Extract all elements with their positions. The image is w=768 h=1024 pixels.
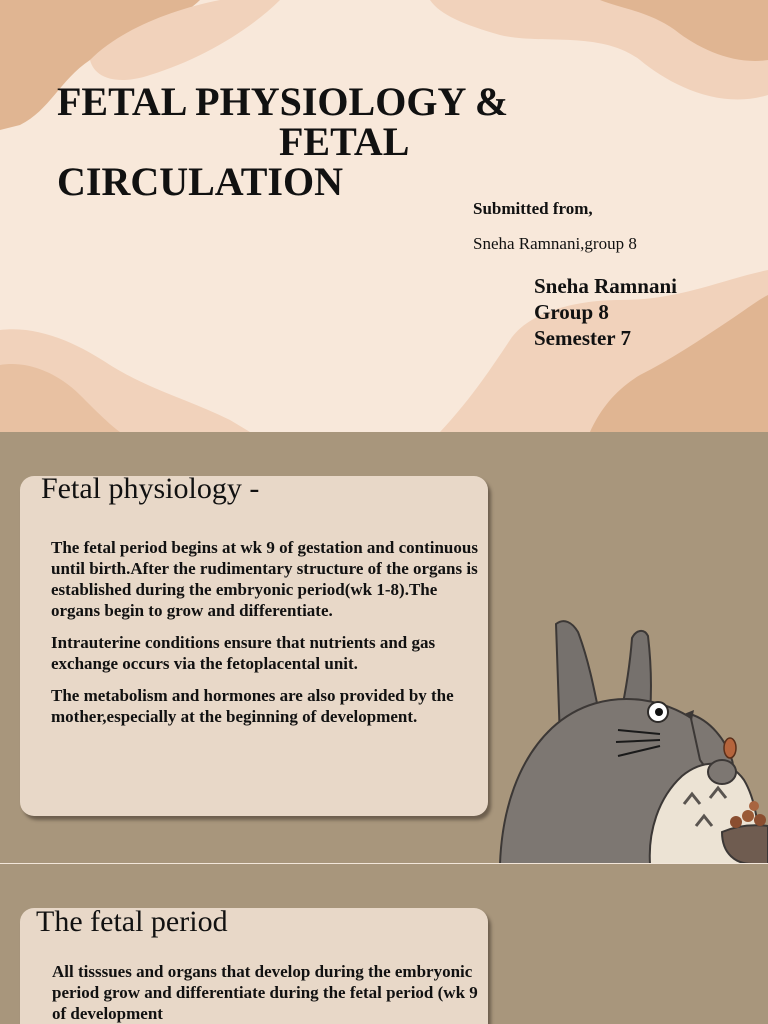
pupil <box>655 708 663 716</box>
title-line-1: FETAL PHYSIOLOGY & <box>57 79 509 124</box>
slide-title <box>57 79 577 204</box>
card-body <box>51 537 481 738</box>
acorn <box>754 814 766 826</box>
author-group: Group 8 <box>534 300 609 324</box>
paragraph: Intrauterine conditions ensure that nutrients and gas exchange occurs via the fetoplacental unit. <box>51 633 436 673</box>
acorn <box>730 816 742 828</box>
content-card <box>20 905 488 1024</box>
content-card <box>20 472 488 816</box>
acorn <box>749 801 759 811</box>
author-info <box>534 273 677 351</box>
card-body <box>52 961 482 1024</box>
paragraph: The metabolism and hormones are also provided by the mother,especially at the beginning of development. <box>51 686 454 726</box>
submitted-name: Sneha Ramnani,group 8 <box>473 234 637 253</box>
paragraph: All tisssues and organs that develop during the embryonic period grow and differentiate during the fetal period (wk 9 of development <box>52 962 478 1023</box>
fetal-period-slide <box>0 864 768 1024</box>
fetal-physiology-slide <box>0 432 768 864</box>
title-slide <box>0 0 768 432</box>
acorn <box>742 810 754 822</box>
totoro-illustration <box>460 610 768 864</box>
title-line-3: CIRCULATION <box>57 159 343 204</box>
card-heading: Fetal physiology - <box>41 472 260 505</box>
decorative-blobs <box>0 0 768 432</box>
title-line-2: FETAL <box>279 119 410 164</box>
card-heading: The fetal period <box>36 905 228 938</box>
paragraph: The fetal period begins at wk 9 of gestation and continuous until birth.After the rudimentary structure of the organs is established during the embryonic period(wk 1-8).The organs begin to grow and differentiate. <box>51 538 478 620</box>
acorn <box>724 738 736 758</box>
author-name: Sneha Ramnani <box>534 274 677 298</box>
submitted-label: Submitted from, <box>473 199 593 218</box>
paw <box>708 760 736 784</box>
author-semester: Semester 7 <box>534 326 631 350</box>
